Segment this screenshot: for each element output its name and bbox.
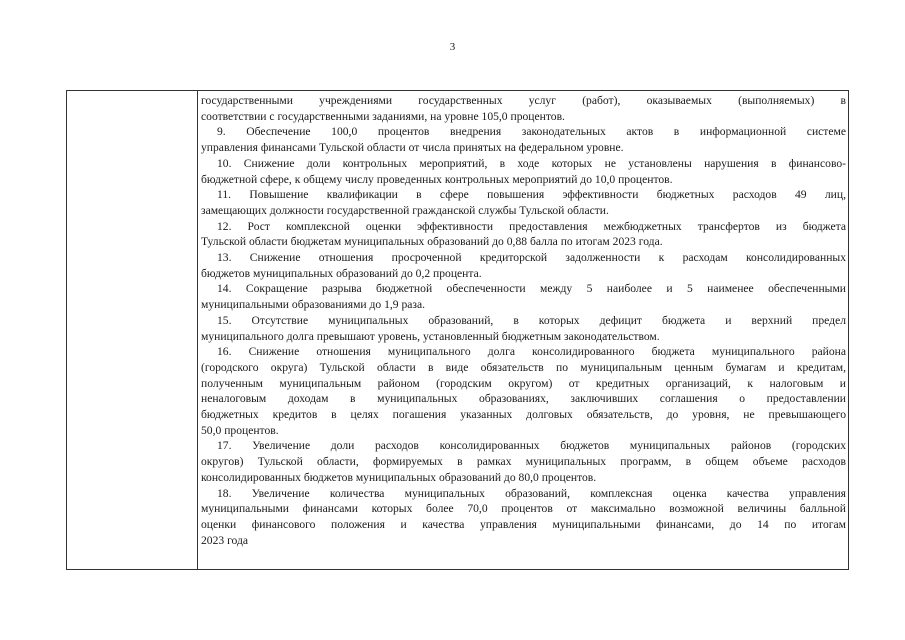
text-line: 11. Повышение квалификации в сфере повышения эффективности бюджетных расходов 49 лиц,	[217, 188, 846, 202]
text-line: государственными учреждениями государственных услуг (работ), оказываемых (выполняемых) в	[201, 94, 846, 107]
text-line: бюджетных кредитов в целях погашения указанных долговых обязательств, до уровня, не превышающего	[201, 408, 846, 422]
text-line: Тульской области бюджетам муниципальных образований до 0,88 балла по итогам 2023 года.	[201, 235, 663, 249]
text-line: бюджетов муниципальных образований до 0,2 процента.	[201, 266, 482, 280]
text-line: 12. Рост комплексной оценки эффективности предоставления межбюджетных трансфертов из бюджета	[217, 219, 846, 233]
text-line: муниципальными финансами которых более 70,0 процентов от максимально возможной величины балльной	[201, 502, 846, 516]
document-table	[66, 90, 849, 570]
text-line: муниципальными образованиями до 1,9 раза.	[201, 298, 426, 312]
table-content-cell	[201, 93, 846, 548]
list-item	[201, 313, 846, 344]
list-item	[201, 250, 846, 281]
text-line: соответствии с государственными заданиями, на уровне 105,0 процентов.	[201, 109, 565, 123]
text-line: замещающих должности государственной гражданской службы Тульской области.	[201, 203, 609, 217]
text-line: округов) Тульской области, формируемых в рамках муниципальных программ, в общем объеме расходов	[201, 455, 846, 469]
text-line: 16. Снижение отношения муниципального долга консолидированного бюджета муниципального района	[217, 345, 846, 359]
list-item	[201, 344, 846, 438]
list-item	[201, 156, 846, 187]
text-line: 50,0 процентов.	[201, 423, 279, 437]
text-line: 9. Обеспечение 100,0 процентов внедрения законодательных актов в информационной системе	[217, 125, 846, 139]
text-line: консолидированных бюджетов муниципальных образований до 80,0 процентов.	[201, 470, 597, 484]
list-item	[201, 187, 846, 218]
text-line: 13. Снижение отношения просроченной кредиторской задолженности к расходам консолидированных	[217, 251, 846, 265]
list-item	[201, 124, 846, 155]
text-line: 14. Сокращение разрыва бюджетной обеспеченности между 5 наиболее и 5 наименее обеспеченными	[217, 282, 846, 296]
text-line: муниципального долга превышают уровень, установленный бюджетным законодательством.	[201, 329, 660, 343]
text-line: 15. Отсутствие муниципальных образований, в которых дефицит бюджета и верхний предел	[217, 313, 846, 327]
list-item	[201, 281, 846, 312]
text-line: неналоговым доходам в муниципальных образованиях, заключивших соглашения о предоставлении	[201, 392, 846, 406]
list-item	[201, 93, 846, 124]
text-line: управления финансами Тульской области от числа принятых на федеральном уровне.	[201, 141, 624, 155]
column-divider	[197, 91, 198, 569]
list-item	[201, 438, 846, 485]
text-line: 10. Снижение доли контрольных мероприятий, в ходе которых не установлены нарушения в финансово-	[217, 156, 846, 170]
text-line: 2023 года	[201, 533, 249, 547]
text-line: оценки финансового положения и качества управления муниципальными финансами, до 14 по итогам	[201, 517, 846, 531]
list-item	[201, 219, 846, 250]
text-line: полученным муниципальным районом (городским округом) от кредитных организаций, к налоговым и	[201, 376, 846, 390]
page-number: 3	[449, 41, 456, 53]
text-line: 18. Увеличение количества муниципальных образований, комплексная оценка качества управления	[217, 486, 846, 500]
text-line: 17. Увеличение доли расходов консолидированных бюджетов муниципальных районов (городских	[217, 439, 846, 453]
text-line: (городского округа) Тульской области в виде обязательств по муниципальным ценным бумагам и кредитам,	[201, 360, 846, 374]
text-line: бюджетной сфере, к общему числу проведенных контрольных мероприятий до 10,0 процентов.	[201, 172, 673, 186]
list-item	[201, 486, 846, 549]
